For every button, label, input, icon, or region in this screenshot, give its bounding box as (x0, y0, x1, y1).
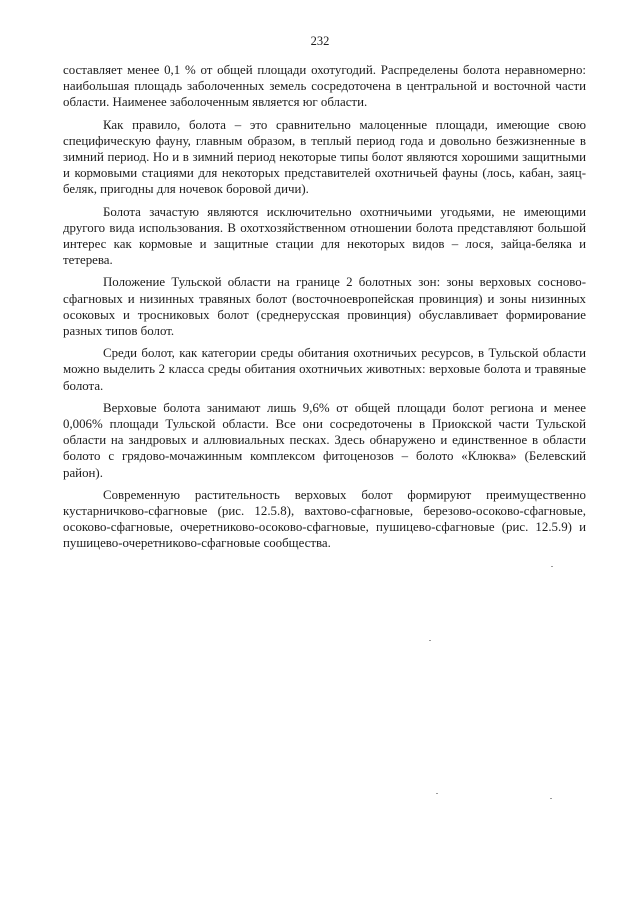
paragraph-6: Верховые болота занимают лишь 9,6% от общей площади болот региона и менее 0,006% площади Тульской области. Все они сосредоточены в Приокской части Тульской области на зандровых и аллювиальных песках. Здесь обнаружено и единственное в области болото с грядово-мочажинным комплексом фитоценозов – болото «Клюква» (Белевский район). (63, 400, 586, 480)
scan-speck (551, 566, 553, 567)
scan-speck (429, 640, 431, 641)
scan-speck (550, 798, 552, 799)
paragraph-1: составляет менее 0,1 % от общей площади охотугодий. Распределены болота неравномерно: наибольшая площадь заболоченных земель сосредоточена в центральной и восточной части области. Наименее заболоченным является юг области. (63, 63, 586, 110)
paragraph-3: Болота зачастую являются исключительно охотничьими угодьями, не имеющими другого вида использования. В охотхозяйственном отношении болота представляют большой интерес как кормовые и защитные стации для некоторых видов – лося, зайца-беляка и тетерева. (63, 204, 586, 268)
paragraph-4: Положение Тульской области на границе 2 болотных зон: зоны верховых сосново-сфагновых и низинных травяных болот (восточноевропейская провинция) и зоны низинных осоковых и тросниковых болот (среднерусская провинция) обуславливает формирование разных типов болот. (63, 275, 586, 339)
paragraph-7: Современную растительность верховых болот формируют преимущественно кустарничково-сфагновые (рис. 12.5.8), вахтово-сфагновые, березово-осоково-сфагновые, осоково-сфагновые, очеретниково-осоково-сфагновые, пушицево-сфагновые (рис. 12.5.9) и пушицево-очеретниково-сфагновые сообщества. (63, 487, 586, 551)
scan-speck (436, 793, 438, 794)
paragraph-2: Как правило, болота – это сравнительно малоценные площади, имеющие свою специфическую фауну, главным образом, в теплый период года и довольно безжизненные в зимний период. Но и в зимний период некоторые типы болот являются хорошими защитными и кормовыми стациями для некоторых представителей охотничьей фауны (лось, кабан, заяц-беляк, пригодны для ночевок боровой дичи). (63, 117, 586, 197)
page-number: 232 (310, 34, 330, 48)
paragraph-5: Среди болот, как категории среды обитания охотничьих ресурсов, в Тульской области можно выделить 2 класса среды обитания охотничьих животных: верховые болота и травяные болота. (63, 346, 586, 393)
document-body (63, 62, 586, 558)
